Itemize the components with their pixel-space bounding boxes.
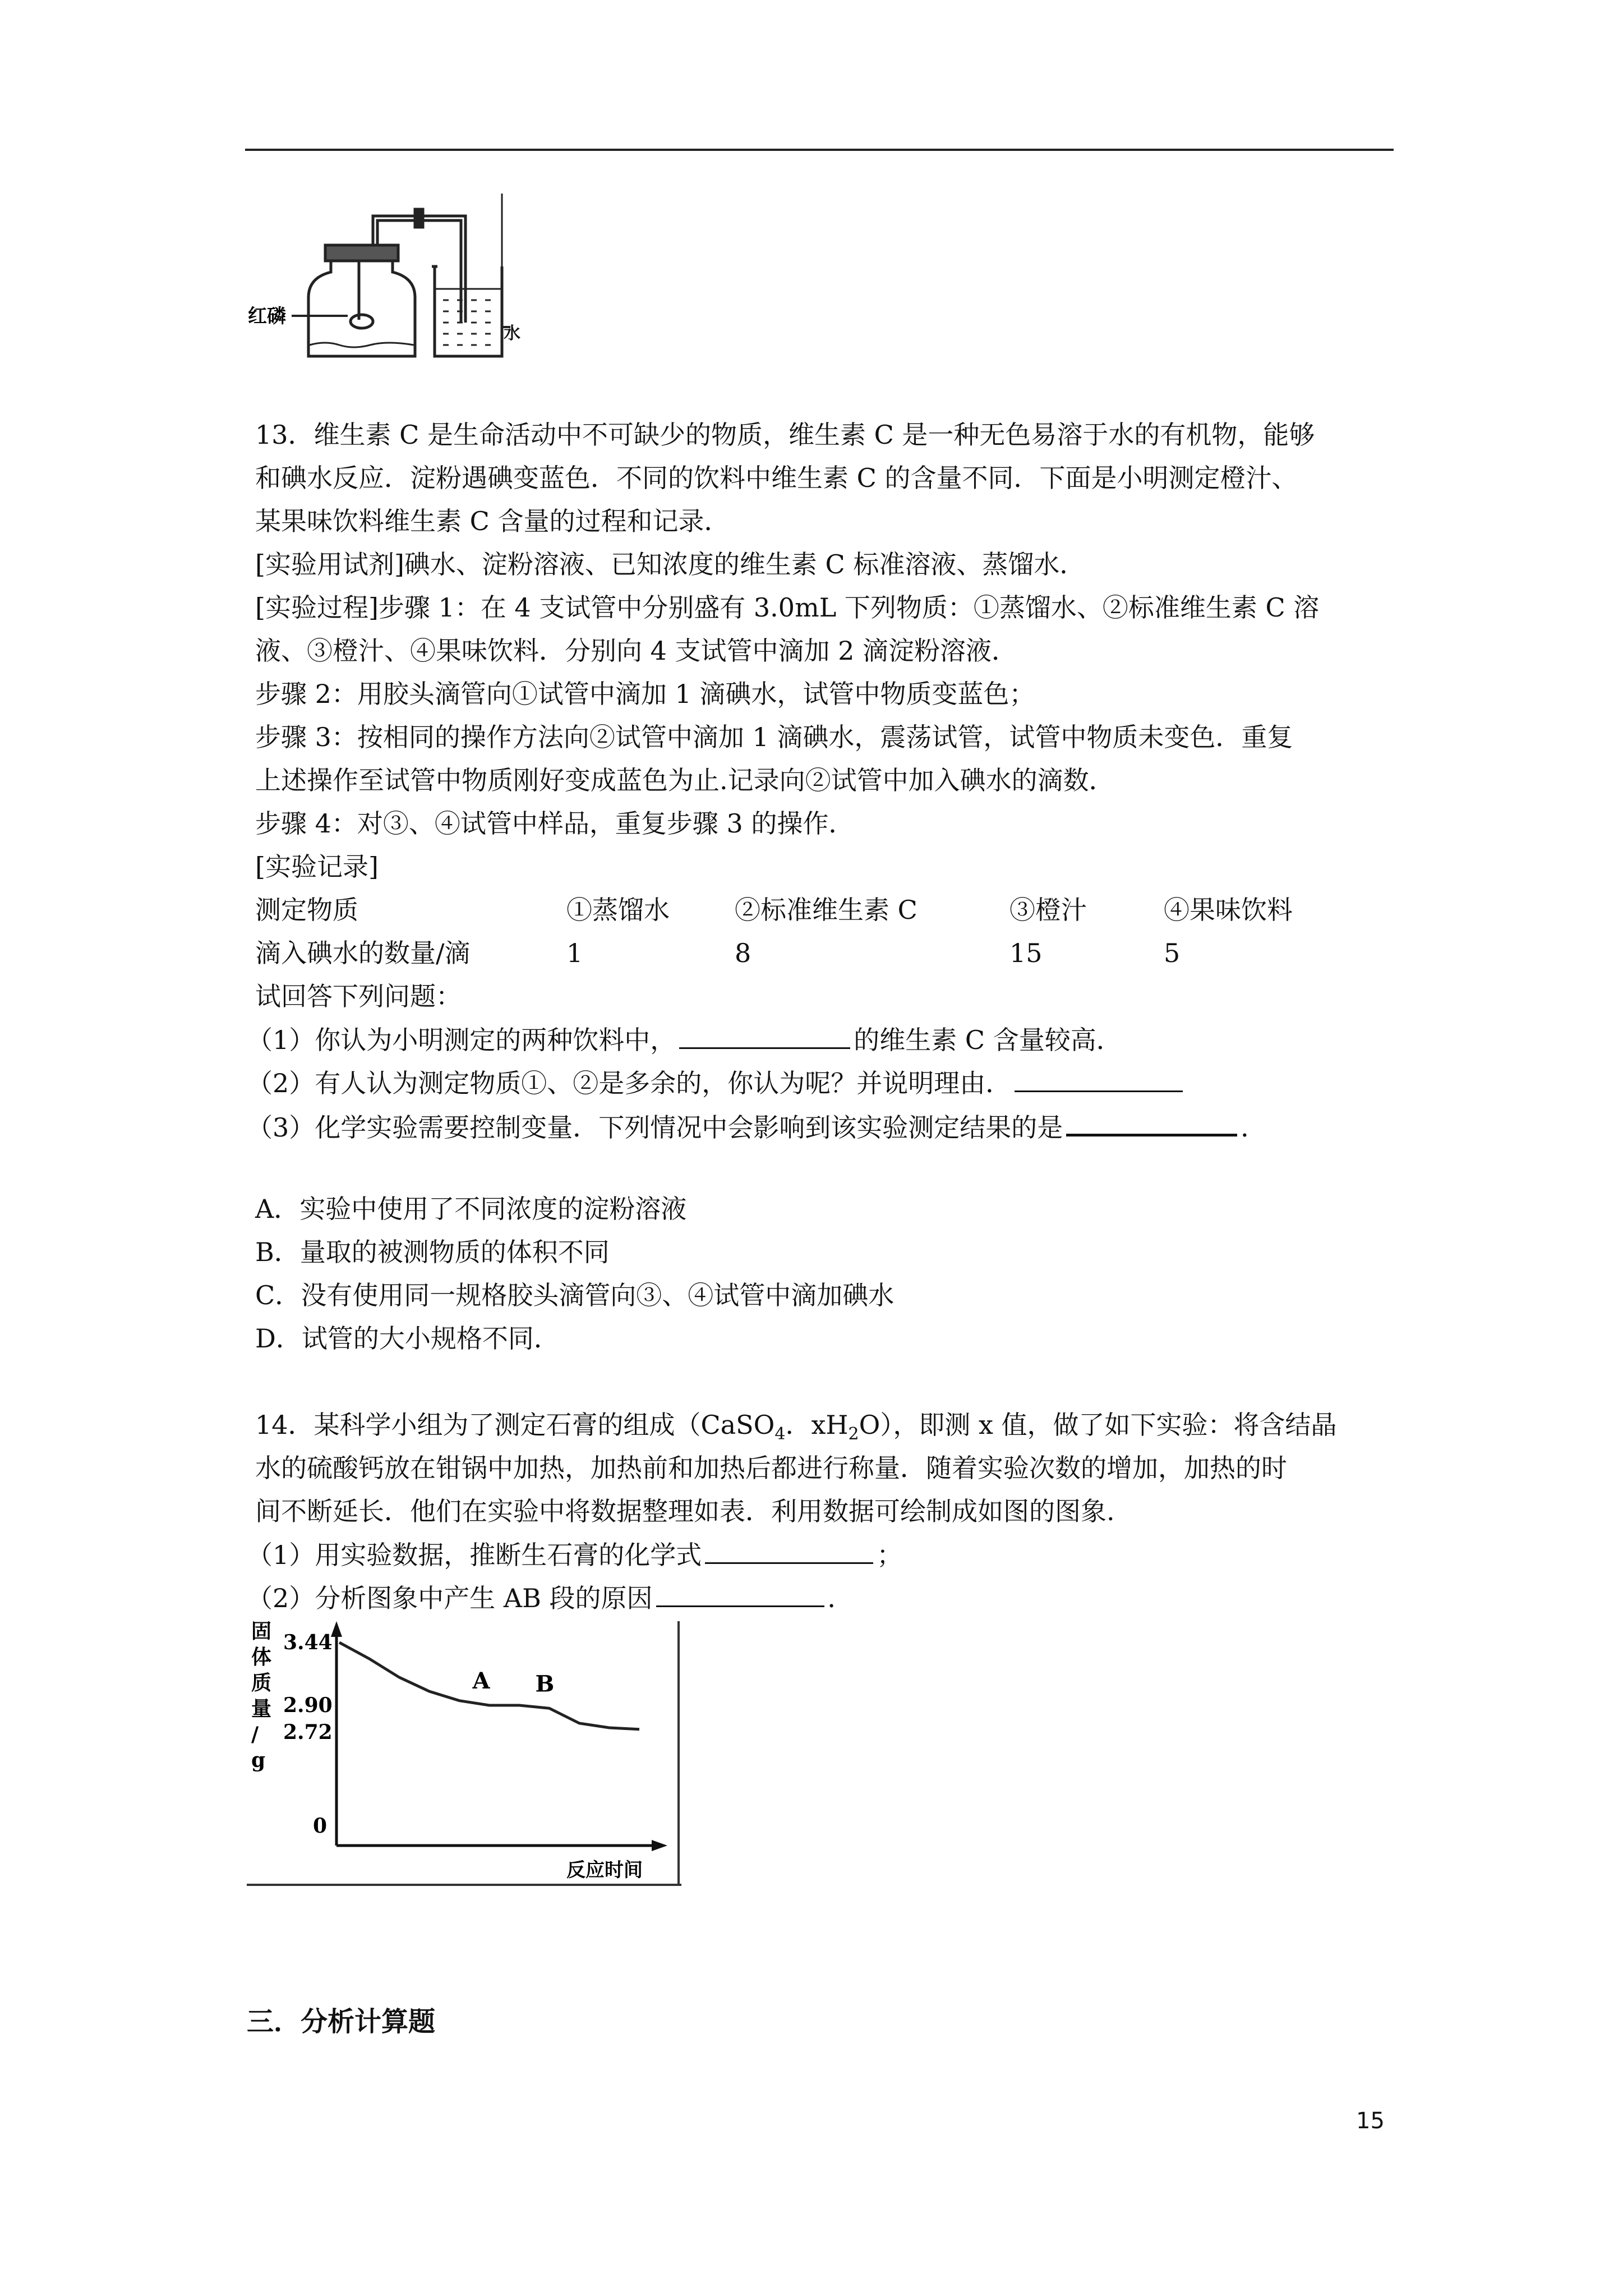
table-header-cell: ④果味饮料 — [1164, 895, 1293, 925]
x-axis-label: 反应时间 — [566, 1859, 643, 1881]
q14-intro-line-3: 间不断延长．他们在实验中将数据整理如表．利用数据可绘制成如图的图象. — [255, 1496, 1115, 1526]
y-axis-label-char: g — [251, 1749, 266, 1772]
q13-process-line-2: 液、③橙汁、④果味饮料．分别向 4 支试管中滴加 2 滴淀粉溶液． — [255, 636, 1018, 666]
q14-sub1-text: （1）用实验数据，推断生石膏的化学式 — [247, 1540, 702, 1570]
table-row-cell: 滴入碘水的数量/滴 — [255, 938, 471, 968]
header-rule — [245, 149, 1394, 151]
option-b: B．量取的被测物质的体积不同 — [255, 1237, 610, 1267]
option-c: C．没有使用同一规格胶头滴管向③、④试管中滴加碘水 — [255, 1280, 895, 1310]
q13-reagents: [实验用试剂]碘水、淀粉溶液、已知浓度的维生素 C 标准溶液、蒸馏水． — [255, 549, 1086, 579]
y-axis-label-char: 固 — [251, 1619, 272, 1643]
apparatus-figure — [247, 194, 510, 359]
table-row-cell: 1 — [566, 938, 583, 968]
q14-sub2-text: （2）分析图象中产生 AB 段的原因 — [247, 1583, 653, 1613]
answer-blank[interactable] — [1066, 1109, 1237, 1137]
y-tick-label: 2.90 — [283, 1694, 333, 1717]
q13-sub3-end: ． — [1241, 1112, 1267, 1143]
q14-sub-2: 2 — [848, 1424, 859, 1444]
table-row-cell: 5 — [1164, 938, 1181, 968]
section-title: 三．分析计算题 — [247, 2006, 436, 2037]
q13-sub1-pre: （1）你认为小明测定的两种饮料中， — [247, 1025, 676, 1055]
q14-intro-line-1 — [255, 1408, 1337, 1451]
answer-blank[interactable] — [679, 1023, 850, 1049]
q13-process-line-6: 步骤 4：对③、④试管中样品，重复步骤 3 的操作． — [255, 808, 855, 839]
y-tick-label: 3.44 — [283, 1631, 333, 1654]
y-tick-label: 2.72 — [283, 1720, 333, 1744]
q14-intro-line-2: 水的硫酸钙放在钳锅中加热，加热前和加热后都进行称量．随着实验次数的增加，加热的时 — [255, 1453, 1287, 1483]
q14-sub1-end: ； — [877, 1540, 903, 1570]
table-row-cell: 8 — [735, 938, 751, 968]
q14-sub1 — [247, 1538, 902, 1572]
answer-blank[interactable] — [656, 1581, 824, 1607]
table-header-cell: ③橙汁 — [1009, 895, 1087, 925]
table-header-cell: 测定物质 — [255, 895, 358, 925]
q13-sub1 — [247, 1023, 1122, 1057]
q13-sub3-text: （3）化学实验需要控制变量．下列情况中会影响到该实验测定结果的是 — [247, 1112, 1063, 1143]
label-water: 水 — [504, 324, 520, 343]
q14-intro1-pre: 14．某科学小组为了测定石膏的组成（CaSO — [255, 1410, 775, 1440]
y-axis-label-char: / — [251, 1723, 259, 1746]
q14-sub-4: 4 — [774, 1424, 786, 1444]
y-axis-label-char: 量 — [251, 1697, 272, 1720]
annotation-a: A — [472, 1668, 490, 1694]
option-a: A．实验中使用了不同浓度的淀粉溶液 — [255, 1194, 687, 1224]
q13-process-line-3: 步骤 2：用胶头滴管向①试管中滴加 1 滴碘水，试管中物质变蓝色； — [255, 679, 1035, 709]
y-axis-label-char: 体 — [251, 1645, 272, 1669]
annotation-b: B — [535, 1671, 555, 1697]
page-number: 15 — [1356, 2108, 1385, 2134]
y-tick-label: 0 — [313, 1814, 328, 1838]
q13-sub2-text: （2）有人认为测定物质①、②是多余的，你认为呢？并说明理由． — [247, 1068, 1012, 1098]
q13-sub3 — [247, 1109, 1266, 1144]
y-axis-label-char: 质 — [251, 1671, 272, 1695]
q14-intro1-mid: ．xH — [785, 1410, 849, 1440]
option-d: D．试管的大小规格不同． — [255, 1323, 560, 1354]
q13-prompt: 试回答下列问题： — [255, 981, 462, 1011]
table-header-cell: ②标准维生素 C — [735, 895, 917, 925]
mass-time-chart — [247, 1616, 695, 1896]
q13-intro-line-3: 某果味饮料维生素 C 含量的过程和记录． — [255, 506, 730, 536]
q13-process-line-4: 步骤 3：按相同的操作方法向②试管中滴加 1 滴碘水，震荡试管，试管中物质未变色．重复 — [255, 722, 1293, 752]
q13-record-title: [实验记录] — [255, 852, 379, 882]
q13-sub1-post: 的维生素 C 含量较高． — [854, 1025, 1122, 1055]
label-red-phosphorus: 红磷 — [248, 305, 286, 328]
answer-blank[interactable] — [1015, 1066, 1183, 1092]
q14-intro1-post: O），即测 x 值，做了如下实验：将含结晶 — [859, 1410, 1337, 1440]
q14-sub2 — [247, 1581, 854, 1615]
table-row-cell: 15 — [1009, 938, 1043, 968]
q13-intro-line-1: 13．维生素 C 是生命活动中不可缺少的物质，维生素 C 是一种无色易溶于水的有机物，能够 — [255, 420, 1315, 450]
q13-sub2 — [247, 1066, 1186, 1100]
q13-intro-line-2: 和碘水反应．淀粉遇碘变蓝色．不同的饮料中维生素 C 的含量不同．下面是小明测定橙汁、 — [255, 463, 1298, 493]
q14-sub2-end: ． — [827, 1583, 854, 1613]
q13-process-line-5: 上述操作至试管中物质刚好变成蓝色为止.记录向②试管中加入碘水的滴数． — [255, 765, 1115, 795]
table-header-cell: ①蒸馏水 — [566, 895, 670, 925]
answer-blank[interactable] — [705, 1538, 873, 1564]
q13-process-line-1: [实验过程]步骤 1：在 4 支试管中分别盛有 3.0mL 下列物质：①蒸馏水、②标准维生素 C 溶 — [255, 592, 1320, 623]
